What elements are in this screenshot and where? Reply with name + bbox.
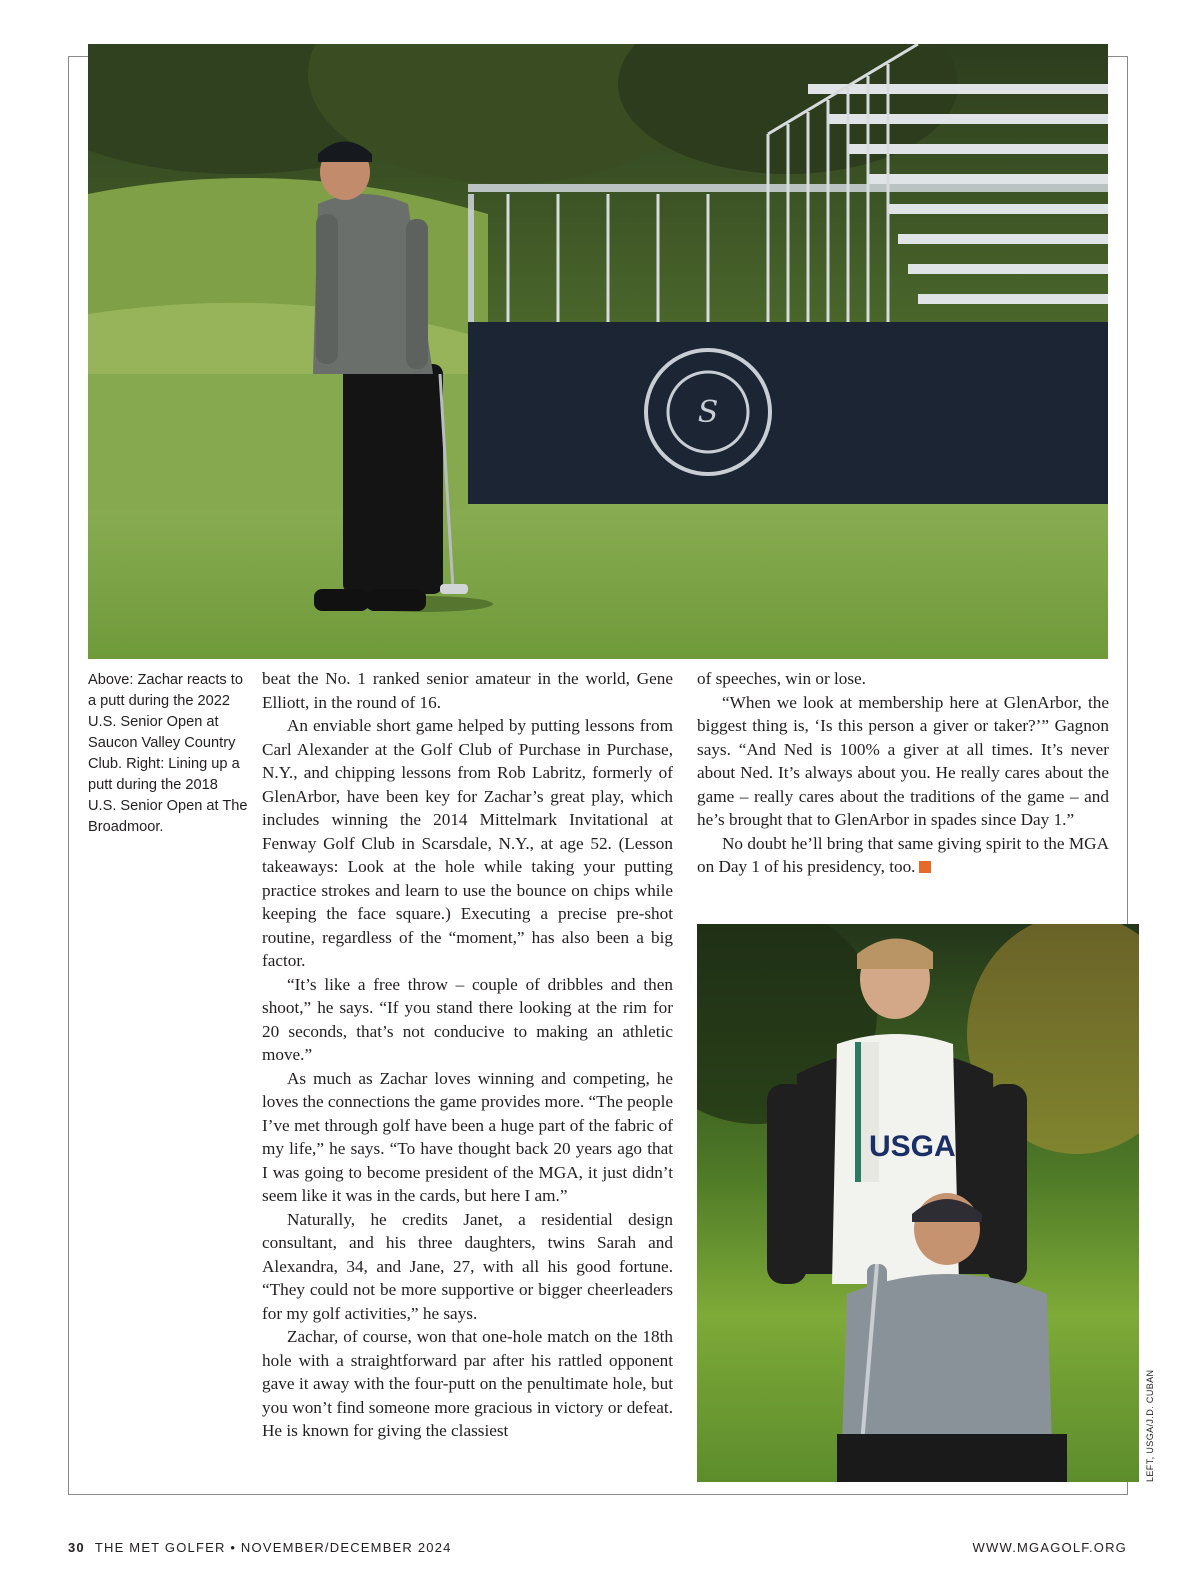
article-column-middle (262, 667, 673, 1443)
publication-name: THE MET GOLFER • NOVEMBER/DECEMBER 2024 (94, 1540, 452, 1555)
svg-text:S: S (697, 395, 719, 430)
paragraph: beat the No. 1 ranked senior amateur in the world, Gene Elliott, in the round of 16. (262, 669, 673, 712)
paragraph: of speeches, win or lose. (697, 669, 866, 688)
golfer-putting-photo (88, 44, 1108, 659)
usga-bib-text: USGA (869, 1130, 956, 1163)
footer-website-link[interactable]: WWW.MGAGOLF.ORG (972, 1540, 1127, 1555)
golfer-and-caddie-photo (697, 924, 1139, 1482)
paragraph: As much as Zachar loves winning and competing, he loves the connections the game provides more. “The people I’ve met through golf have been a huge part of the fabric of my life,” he says. “To have thought back 20 years ago that I was going to become president of the MGA, it just didn’t seem like it was in the cards, but here I am.” (262, 1068, 673, 1205)
paragraph: Zachar, of course, won that one-hole match on the 18th hole with a straightforward par after his rattled opponent gave it away with the four-putt on the penultimate hole, but you won’t find someone more gracious in victory or defeat. He is known for giving the classiest (262, 1327, 673, 1440)
paragraph-text: No doubt he’ll bring that same giving spirit to the MGA on Day 1 of his presidency, too. (697, 833, 1109, 876)
photo-caption: Above: Zachar reacts to a putt during the 2022 U.S. Senior Open at Saucon Valley Country Club. Right: Lining up a putt during the 2018 U.S. Senior Open at The Broadmoor. (88, 672, 248, 835)
article-column-right (697, 667, 1109, 879)
photo-credit: LEFT, USGA/J.D. CUBAN (1145, 1369, 1155, 1482)
paragraph: “When we look at membership here at GlenArbor, the biggest thing is, ‘Is this person a giver or taker?’” Gagnon says. “And Ned is 100% a giver at all times. It’s never about Ned. It’s always about you. He really cares about the game – really cares about the traditions of the game – and he’s brought that to GlenArbor in spades since Day 1.” (697, 692, 1109, 829)
paragraph: “It’s like a free throw – couple of dribbles and then shoot,” he says. “If you stand there looking at the rim for 20 seconds, that’s not conducive to making an athletic move.” (262, 974, 673, 1064)
paragraph-final (697, 832, 1109, 879)
footer-publication-line (68, 1540, 452, 1555)
paragraph: Naturally, he credits Janet, a residential design consultant, and his three daughters, twins Sarah and Alexandra, 34, and Jane, 27, with all his good fortune. “They could not be more supportive or bigger cheerleaders for my golf activities,” he says. (262, 1209, 673, 1323)
page-number: 30 (68, 1540, 85, 1555)
end-mark-icon (919, 861, 931, 873)
paragraph: An enviable short game helped by putting lessons from Carl Alexander at the Golf Club of Purchase in Purchase, N.Y., and chipping lessons from Rob Labritz, formerly of GlenArbor, have been key for Zachar’s great play, which includes winning the 2014 Mittelmark Invitational at Fenway Golf Club in Scarsdale, N.Y., at age 52. (Lesson takeaways: Look at the hole while taking your putting practice strokes and learn to use the bounce on chips while keeping the face square.) Executing a precise pre-shot routine, regardless of the “moment,” has also been a big factor. (262, 716, 673, 970)
